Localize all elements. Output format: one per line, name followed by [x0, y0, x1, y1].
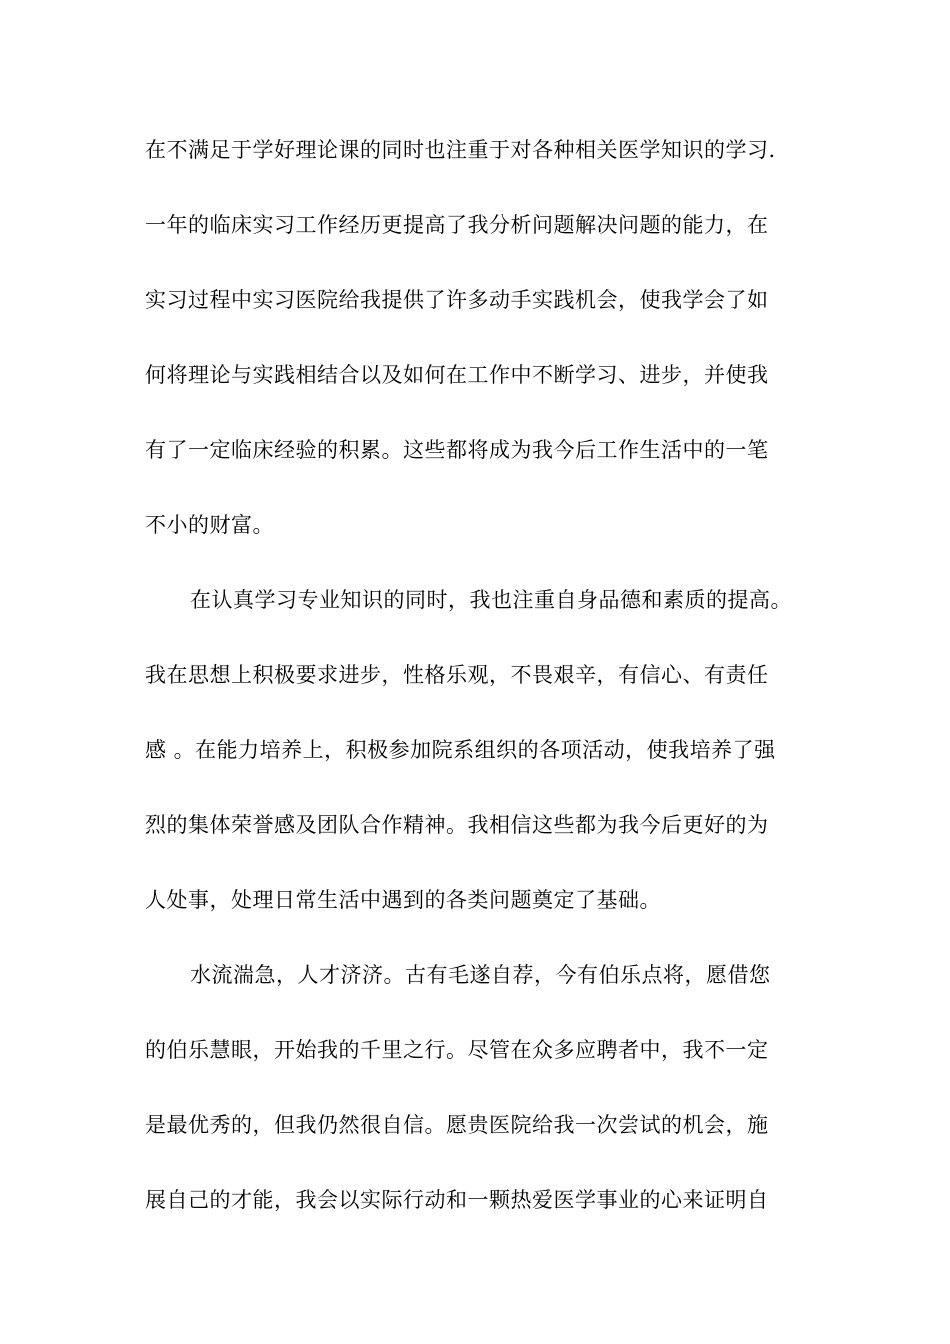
text-line: 实习过程中实习医院给我提供了许多动手实践机会，使我学会了如 [145, 288, 769, 312]
text-line: 烈的集体荣誉感及团队合作精神。我相信这些都为我今后更好的为 [145, 813, 769, 837]
text-line: 人处事，处理日常生活中遇到的各类问题奠定了基础。 [145, 888, 661, 912]
text-line: 水流湍急，人才济济。古有毛遂自荐，今有伯乐点将，愿借您 [190, 963, 771, 987]
text-line: 有了一定临床经验的积累。这些都将成为我今后工作生活中的一笔 [145, 438, 769, 462]
text-line: 在认真学习专业知识的同时，我也注重自身品德和素质的提高。 [190, 588, 792, 612]
text-line: 不小的财富。 [145, 513, 274, 537]
text-line: 我在思想上积极要求进步，性格乐观，不畏艰辛，有信心、有责任 [145, 663, 769, 687]
text-line: 何将理论与实践相结合以及如何在工作中不断学习、进步，并使我 [145, 363, 769, 387]
text-line: 在不满足于学好理论课的同时也注重于对各种相关医学知识的学习. [145, 138, 776, 162]
text-line: 展自己的才能，我会以实际行动和一颗热爱医学事业的心来证明自 [145, 1188, 769, 1212]
text-line: 的伯乐慧眼，开始我的千里之行。尽管在众多应聘者中，我不一定 [145, 1038, 769, 1062]
text-line: 感 。在能力培养上，积极参加院系组织的各项活动，使我培养了强 [145, 738, 776, 762]
text-line: 一年的临床实习工作经历更提高了我分析问题解决问题的能力，在 [145, 213, 769, 237]
text-line: 是最优秀的，但我仍然很自信。愿贵医院给我一次尝试的机会，施 [145, 1113, 769, 1137]
